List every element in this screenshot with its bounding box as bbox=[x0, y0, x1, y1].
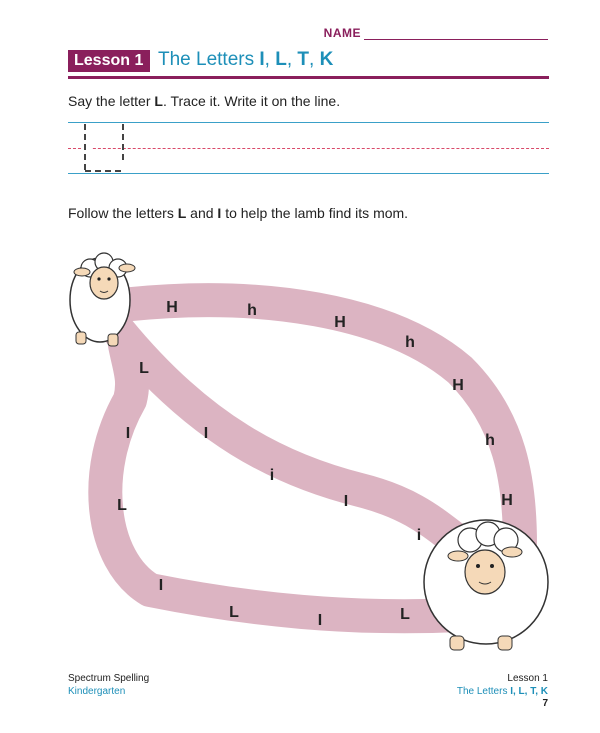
maze-letter: H bbox=[501, 492, 513, 509]
maze-letter: I bbox=[125, 425, 131, 442]
maze-letter: L bbox=[117, 497, 127, 514]
maze-suffix: to help the lamb find its mom. bbox=[221, 205, 409, 221]
maze-letter: H bbox=[452, 377, 464, 394]
maze-prefix: Follow the letters bbox=[68, 205, 178, 221]
footer-topic-prefix: The Letters bbox=[456, 686, 511, 697]
title-letter-2: L bbox=[275, 49, 287, 70]
maze-letter: i bbox=[416, 527, 422, 544]
footer-topic bbox=[457, 685, 548, 698]
footer-topic-letters: I, L, T, K bbox=[510, 686, 548, 697]
maze-letter: I bbox=[317, 612, 323, 629]
maze-and: and bbox=[186, 205, 218, 221]
footer-left bbox=[68, 672, 149, 698]
title-prefix: The Letters bbox=[158, 49, 260, 70]
title-sep-1: , bbox=[264, 49, 276, 70]
maze-letter-i: I bbox=[217, 205, 222, 221]
maze-letter: I bbox=[203, 425, 209, 442]
maze-path-i bbox=[118, 330, 470, 550]
maze-letter: h bbox=[405, 334, 415, 351]
maze-letter: I bbox=[158, 577, 164, 594]
title-letter-3: T bbox=[297, 49, 310, 70]
footer-lesson: Lesson 1 bbox=[507, 673, 548, 684]
page-number: 7 bbox=[542, 698, 548, 709]
maze-letter: L bbox=[139, 360, 149, 377]
maze-path-h bbox=[122, 300, 520, 545]
maze-letter: L bbox=[400, 606, 410, 623]
title-letter-1: I bbox=[259, 49, 265, 70]
title-sep-2: , bbox=[286, 49, 298, 70]
name-label: NAME bbox=[323, 26, 361, 40]
trace-suffix: . Trace it. Write it on the line. bbox=[162, 93, 341, 109]
footer-right bbox=[457, 672, 548, 698]
maze-letter: i bbox=[269, 467, 275, 484]
title-letter-4: K bbox=[319, 49, 334, 70]
trace-letter: L bbox=[154, 93, 163, 109]
maze-letter: I bbox=[343, 493, 349, 510]
trace-prefix: Say the letter bbox=[68, 93, 155, 109]
lesson-tag: Lesson 1 bbox=[68, 50, 150, 72]
maze-letter-l: L bbox=[177, 205, 187, 221]
maze-letter: h bbox=[247, 302, 257, 319]
footer-grade: Kindergarten bbox=[68, 686, 126, 697]
maze-letter: L bbox=[229, 604, 239, 621]
maze-letter: H bbox=[166, 299, 178, 316]
title-sep-3: , bbox=[309, 49, 320, 70]
maze-letter: h bbox=[485, 432, 495, 449]
footer-book: Spectrum Spelling bbox=[68, 673, 150, 684]
maze-letter: H bbox=[334, 314, 346, 331]
